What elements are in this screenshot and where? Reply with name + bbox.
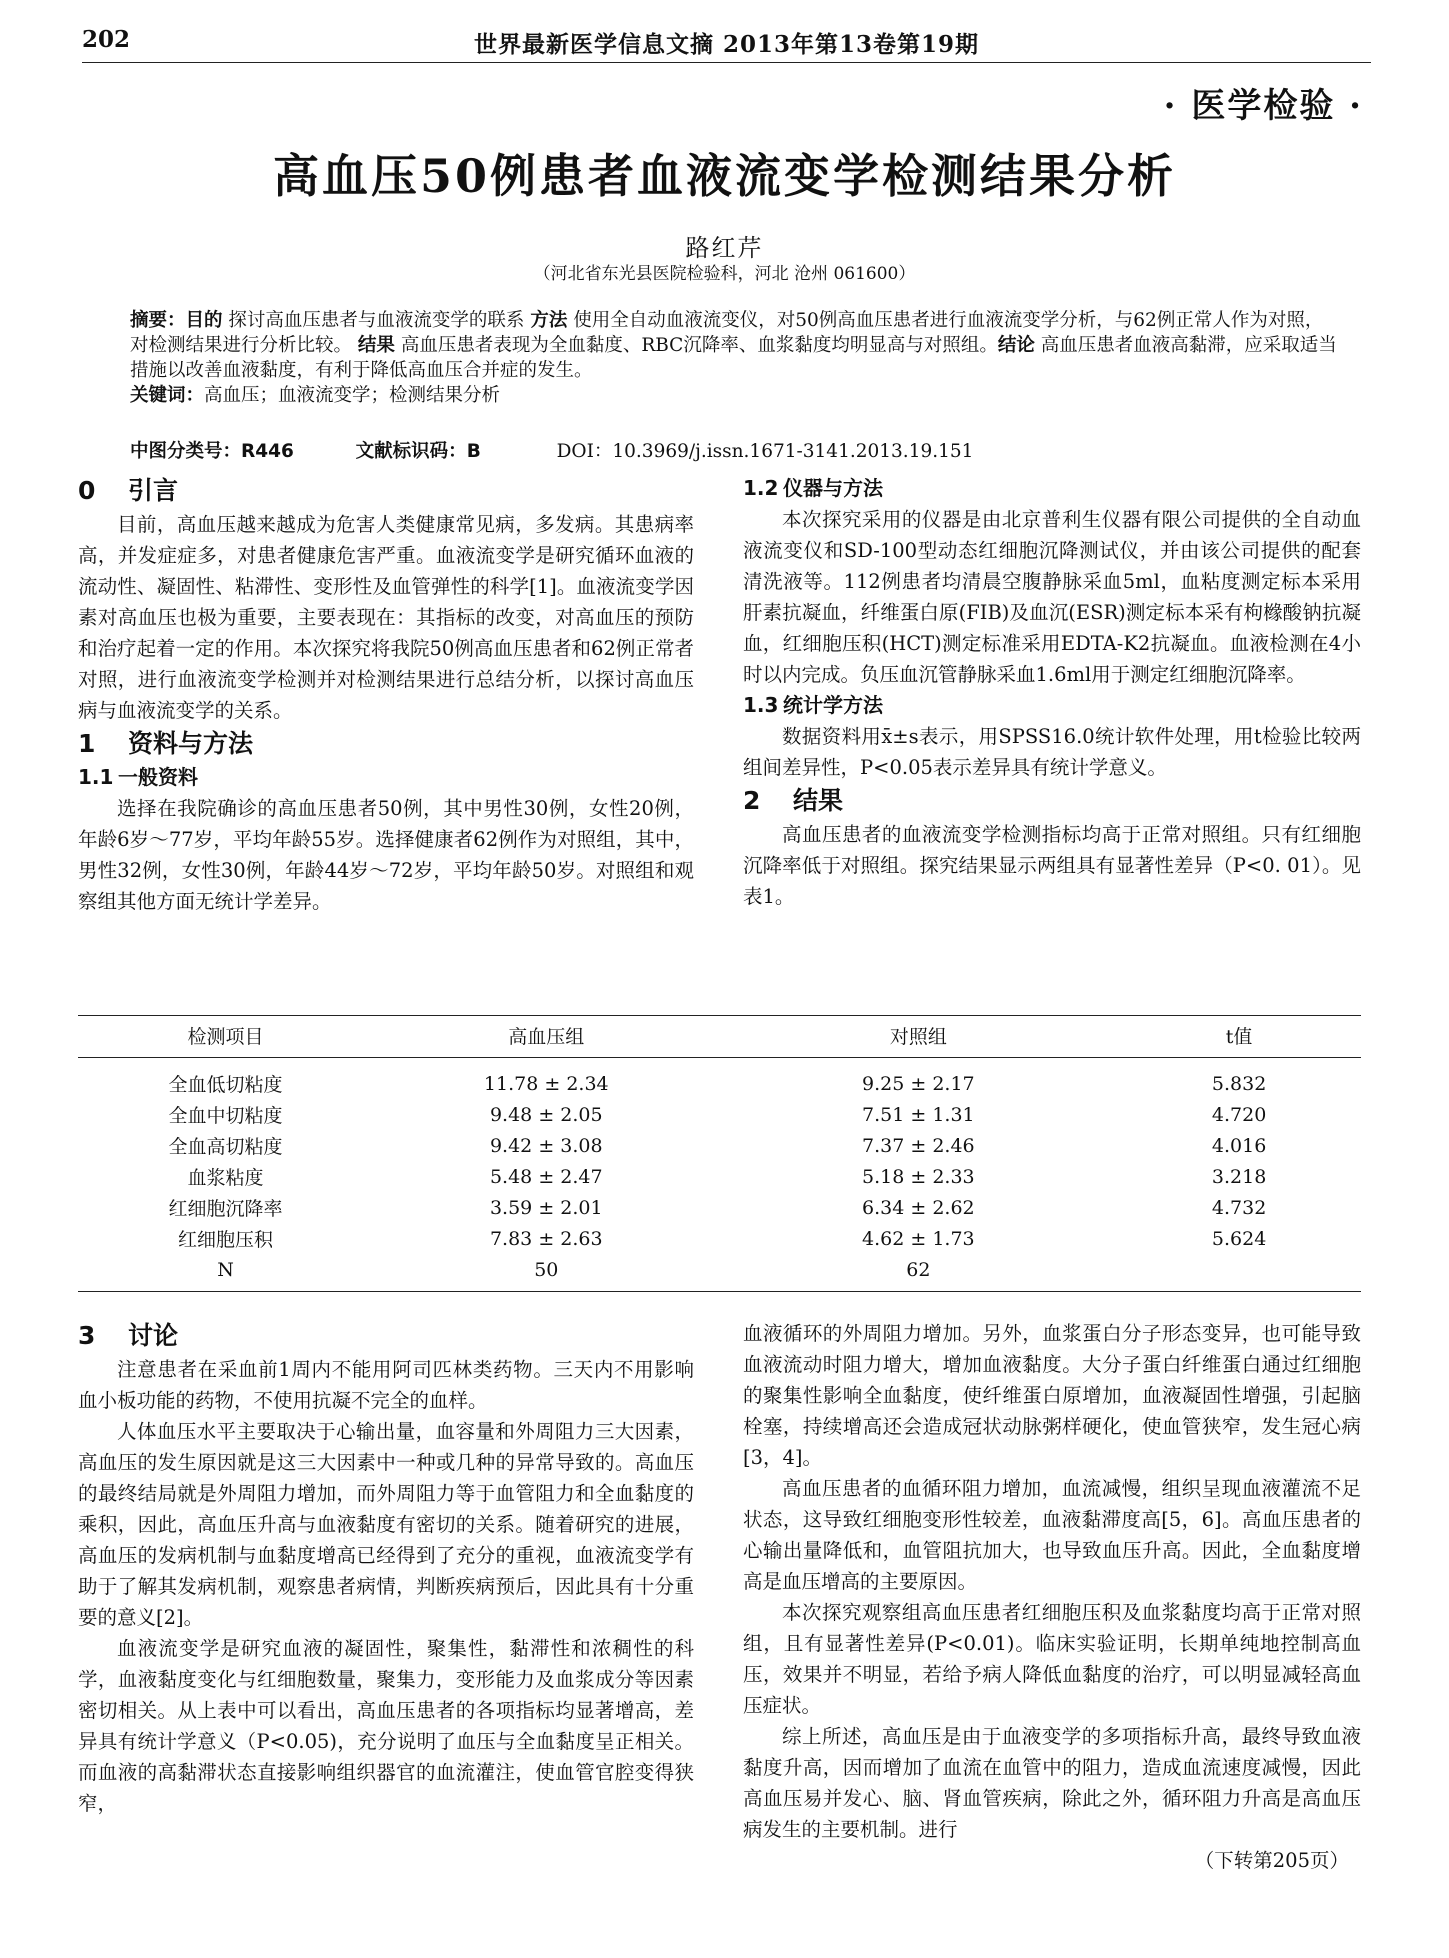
paragraph: 选择在我院确诊的高血压患者50例，其中男性30例，女性20例，年龄6岁～77岁，平均年龄55岁。选择健康者62例作为对照组，其中，男性32例，女性30例，年龄44岁～72岁，平均年龄50岁。对照组和观察组其他方面无统计学差异。 — [78, 797, 694, 913]
doccode-label: 文献标识码： — [355, 441, 467, 462]
table-header-row — [78, 1016, 1361, 1058]
page-number: 202 — [82, 26, 131, 53]
table-row — [78, 1192, 1361, 1223]
table-cell: 7.83 ± 2.63 — [489, 1227, 603, 1250]
table-row — [78, 1130, 1361, 1161]
method-label: 方法 — [530, 310, 568, 331]
doccode-value: B — [466, 441, 481, 462]
classification-line — [130, 437, 973, 463]
table-cell: 全血中切粘度 — [168, 1105, 283, 1127]
table-cell: 11.78 ± 2.34 — [483, 1072, 609, 1095]
table-cell: 9.48 ± 2.05 — [489, 1103, 603, 1126]
table-row — [78, 1058, 1361, 1100]
section-heading: 3 讨论 — [78, 1321, 179, 1350]
table-cell: N — [78, 1254, 373, 1292]
continued-note: （下转第205页） — [1194, 1849, 1349, 1872]
table-cell: 9.25 ± 2.17 — [862, 1072, 975, 1095]
table-cell: 9.42 ± 3.08 — [489, 1134, 603, 1157]
table-cell: 7.51 ± 1.31 — [862, 1103, 975, 1126]
table-header-cell: 对照组 — [719, 1016, 1117, 1058]
section-heading: 2 结果 — [743, 786, 844, 815]
results-table — [78, 1015, 1361, 1292]
clc-value: R446 — [241, 441, 294, 462]
table-cell — [1117, 1254, 1361, 1292]
subsection-heading: 1.3 统计学方法 — [743, 693, 883, 717]
paragraph: 注意患者在采血前1周内不能用阿司匹林类药物。三天内不用影响血小板功能的药物，不使用抗凝不完全的血样。 — [78, 1358, 694, 1412]
keywords-label: 关键词： — [130, 385, 205, 406]
table-cell: 红细胞沉降率 — [168, 1198, 283, 1220]
purpose-text: 探讨高血压患者与血液流变学的联系 — [228, 310, 525, 331]
table-row — [78, 1099, 1361, 1130]
method-text: 使用全自动血液流变仪，对50例高血压患者进行血液流变学分析，与62例正常人作为对照，对检测结果进行分析比较。 — [130, 310, 1324, 356]
section-heading: 1 资料与方法 — [78, 729, 254, 758]
subsection-heading: 1.2 仪器与方法 — [743, 476, 883, 500]
right-column-bottom — [743, 1318, 1361, 1876]
paragraph: 高血压患者的血循环阻力增加，血流减慢，组织呈现血液灌流不足状态，这导致红细胞变形性较差，血液黏滞度高[5，6]。高血压患者的心输出量降低和，血管阻抗加大，也导致血压升高。因此，全血黏度增高是血压增高的主要原因。 — [743, 1477, 1361, 1593]
section-heading: 0 引言 — [78, 476, 179, 505]
journal-title: 世界最新医学信息文摘 2013年第13卷第19期 — [473, 31, 980, 58]
paragraph: 本次探究采用的仪器是由北京普利生仪器有限公司提供的全自动血液流变仪和SD-100型动态红细胞沉降测试仪，并由该公司提供的配套清洗液等。112例患者均清晨空腹静脉采血5ml，血粘度测定标本采用肝素抗凝血，纤维蛋白原(FIB)及血沉(ESR)测定标本采有枸橼酸钠抗凝血，红细胞压积(HCT)测定标准采用EDTA-K2抗凝血。血液检测在4小时以内完成。负压血沉管静脉采血1.6ml用于测定红细胞沉降率。 — [743, 508, 1361, 686]
table-cell: 62 — [719, 1254, 1117, 1292]
purpose-label: 目的 — [185, 310, 223, 331]
right-column-top — [743, 473, 1361, 912]
table-cell: 4.732 — [1211, 1196, 1267, 1219]
keywords: 高血压；血液流变学；检测结果分析 — [204, 385, 501, 406]
table-cell: 红细胞压积 — [178, 1229, 274, 1251]
table-cell: 50 — [373, 1254, 719, 1292]
running-header — [82, 26, 1371, 63]
result-label: 结果 — [357, 335, 395, 356]
abstract — [130, 308, 1339, 408]
table-cell: 4.62 ± 1.73 — [862, 1227, 975, 1250]
table-cell: 3.59 ± 2.01 — [489, 1196, 603, 1219]
table-cell: 全血低切粘度 — [168, 1074, 283, 1096]
conclusion-label: 结论 — [997, 335, 1035, 356]
subsection-heading: 1.1 一般资料 — [78, 765, 198, 789]
table-header-cell: t值 — [1117, 1016, 1361, 1058]
paragraph: 人体血压水平主要取决于心输出量，血容量和外周阻力三大因素，高血压的发生原因就是这三大因素中一种或几种的异常导致的。高血压的最终结局就是外周阻力增加，而外周阻力等于血管阻力和全血黏度的乘积，因此，高血压升高与血液黏度有密切的关系。随着研究的进展，高血压的发病机制与血黏度增高已经得到了充分的重视，血液流变学有助于了解其发病机制，观察患者病情，判断疾病预后，因此具有十分重要的意义[2]。 — [78, 1420, 694, 1629]
paragraph: 高血压患者的血液流变学检测指标均高于正常对照组。只有红细胞沉降率低于对照组。探究结果显示两组具有显著性差异（P<0. 01）。见表1。 — [743, 823, 1361, 908]
table-cell: 5.18 ± 2.33 — [862, 1165, 975, 1188]
table-row — [78, 1161, 1361, 1192]
paragraph: 综上所述，高血压是由于血液变学的多项指标升高，最终导致血液黏度升高，因而增加了血流在血管中的阻力，造成血流速度减慢，因此高血压易并发心、脑、肾血管疾病，除此之外，循环阻力升高是高血压病发生的主要机制。进行 — [743, 1725, 1361, 1841]
table-cell: 5.624 — [1211, 1227, 1267, 1250]
table-cell: 6.34 ± 2.62 — [862, 1196, 975, 1219]
doi: DOI：10.3969/j.issn.1671-3141.2013.19.151 — [556, 441, 974, 462]
affiliation: （河北省东光县医院检验科，河北 沧州 061600） — [533, 264, 916, 284]
table-cell: 7.37 ± 2.46 — [862, 1134, 975, 1157]
section-label: · 医学检验 · — [1163, 86, 1363, 126]
paragraph: 血液流变学是研究血液的凝固性，聚集性，黏滞性和浓稠性的科学，血液黏度变化与红细胞数量，聚集力，变形能力及血浆成分等因素密切相关。从上表中可以看出，高血压患者的各项指标均显著增高，差异具有统计学意义（P<0.05)，充分说明了血压与全血黏度呈正相关。而血液的高黏滞状态直接影响组织器官的血流灌注，使血管官腔变得狭窄， — [78, 1637, 694, 1815]
paragraph: 血液循环的外周阻力增加。另外，血浆蛋白分子形态变异，也可能导致血液流动时阻力增大，增加血液黏度。大分子蛋白纤维蛋白通过红细胞的聚集性影响全血黏度，使纤维蛋白原增加，血液凝固性增强，引起脑栓塞，持续增高还会造成冠状动脉粥样硬化，使血管狭窄，发生冠心病[3，4]。 — [743, 1322, 1361, 1469]
paragraph: 本次探究观察组高血压患者红细胞压积及血浆黏度均高于正常对照组，且有显著性差异(P<0.01)。临床实验证明，长期单纯地控制高血压，效果并不明显，若给予病人降低血黏度的治疗，可以明显减轻高血压症状。 — [743, 1601, 1361, 1717]
table-cell: 5.832 — [1211, 1072, 1267, 1095]
article-title: 高血压50例患者血液流变学检测结果分析 — [272, 149, 1176, 203]
abstract-label: 摘要： — [130, 310, 186, 331]
paragraph: 目前，高血压越来越成为危害人类健康常见病，多发病。其患病率高，并发症症多，对患者健康危害严重。血液流变学是研究循环血液的流动性、凝固性、粘滞性、变形性及血管弹性的科学[1]。血液流变学因素对高血压也极为重要，主要表现在：其指标的改变，对高血压的预防和治疗起着一定的作用。本次探究将我院50例高血压患者和62例正常者对照，进行血液流变学检测并对检测结果进行总结分析，以探讨高血压病与血液流变学的关系。 — [78, 513, 694, 722]
table-row — [78, 1254, 1361, 1292]
clc-label: 中图分类号： — [130, 441, 242, 462]
author: 路红芹 — [685, 234, 764, 262]
table-header-cell: 高血压组 — [373, 1016, 719, 1058]
result-text: 高血压患者表现为全血黏度、RBC沉降率、血浆黏度均明显高与对照组。 — [400, 335, 998, 356]
paragraph: 数据资料用x̄±s表示，用SPSS16.0统计软件处理，用t检验比较两组间差异性，P<0.05表示差异具有统计学意义。 — [743, 725, 1361, 779]
left-column-top — [78, 473, 694, 917]
table-cell: 4.720 — [1211, 1103, 1267, 1126]
table-cell: 3.218 — [1211, 1165, 1267, 1188]
table-row — [78, 1223, 1361, 1254]
table-cell: 5.48 ± 2.47 — [489, 1165, 603, 1188]
table-cell: 全血高切粘度 — [168, 1136, 283, 1158]
left-column-bottom — [78, 1318, 694, 1819]
table-cell: 血浆粘度 — [187, 1167, 264, 1189]
table-cell: 4.016 — [1211, 1134, 1267, 1157]
conclusion-text: 高血压患者血液高黏滞，应采取适当措施以改善血液黏度，有利于降低高血压合并症的发生。 — [130, 335, 1337, 381]
table-header-cell: 检测项目 — [78, 1016, 373, 1058]
